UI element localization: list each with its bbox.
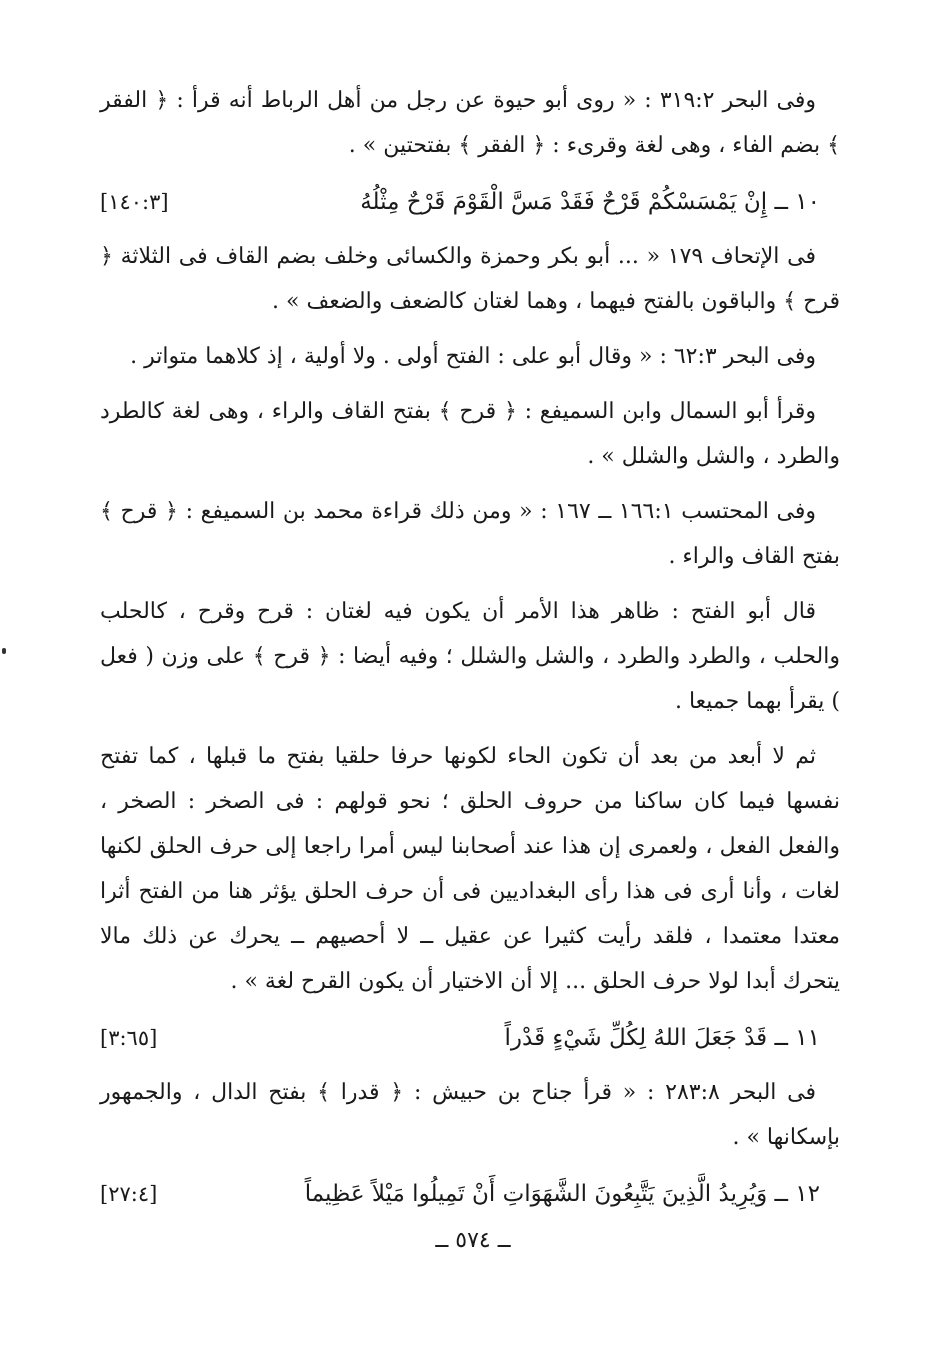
paragraph-bahr-faqr: وفى البحر ٣١٩:٢ : « روى أبو حيوة عن رجل من أهل الرباط أنه قرأ : ﴿ الفقر ﴾ بضم الفاء ، وهى لغة وقرىء : ﴿ الفقر ﴾ بفتحتين » . bbox=[100, 88, 840, 158]
paragraph-bahr-abu-ali: وفى البحر ٦٢:٣ : « وقال أبو على : الفتح أولى . ولا أولية ، إذ كلاهما متواتر . bbox=[130, 344, 816, 369]
verse-12-text: ١٢ ــ وَيُرِيدُ الَّذِينَ يَتَّبِعُونَ الشَّهَوَاتِ أَنْ تَمِيلُوا مَيْلاً عَظِيماً bbox=[304, 1181, 820, 1207]
verse-10 bbox=[100, 178, 840, 226]
verse-12-reference: [٢٧:٤] bbox=[100, 1182, 158, 1206]
paragraph-abu-al-sammal: وقرأ أبو السمال وابن السميفع : ﴿ قرح ﴾ بفتح القاف والراء ، وهى لغة كالطرد والطرد ، والشل والشلل » . bbox=[100, 399, 840, 469]
paragraph-halq-letters: ثم لا أبعد من بعد أن تكون الحاء لكونها حرفا حلقيا بفتح ما قبلها ، كما تفتح نفسها فيما كان ساكنا من حروف الحلق ؛ نحو قولهم : فى الصخر : الصخر ، والفعل الفعل ، ولعمرى إن هذا عند أصحابنا ليس أمرا راجعا إلى حرف الحلق لكنها لغات ، وأنا أرى فى هذا رأى البغداديين فى أن حرف الحلق يؤثر هنا من الفتح أثرا معتدا معتمدا ، فلقد رأيت كثيرا عن عقيل ــ لا أحصيهم ــ يحرك عن ذلك مالا يتحرك أبدا لولا حرف الحلق ... إلا أن الاختيار أن يكون القرح لغة » . bbox=[100, 744, 840, 994]
verse-10-text: ١٠ ــ إِنْ يَمْسَسْكُمْ قَرْحٌ فَقَدْ مَسَّ الْقَوْمَ قَرْحٌ مِثْلُهُ bbox=[360, 189, 820, 215]
paragraph-abu-al-fath: قال أبو الفتح : ظاهر هذا الأمر أن يكون فيه لغتان : قرح وقرح ، كالحلب والحلب ، والطرد والطرد ، والشل والشلل ؛ وفيه أيضا : ﴿ قرح ﴾ على وزن ( فعل ) يقرأ بهما جميعا . bbox=[100, 599, 840, 714]
verse-11-text: ١١ ــ قَدْ جَعَلَ اللهُ لِكُلِّ شَيْءٍ قَدْراً bbox=[504, 1025, 820, 1051]
scan-margin-dot bbox=[2, 648, 6, 654]
page-number: ــ ٥٧٤ ــ bbox=[435, 1228, 511, 1253]
verse-11-reference: [٣:٦٥] bbox=[100, 1026, 158, 1050]
paragraph-bahr-qadr: فى البحر ٢٨٣:٨ : « قرأ جناح بن حبيش : ﴿ قدرا ﴾ بفتح الدال ، والجمهور بإسكانها » . bbox=[100, 1080, 840, 1150]
verse-12 bbox=[100, 1170, 840, 1218]
page-body bbox=[100, 78, 840, 1226]
verse-11 bbox=[100, 1014, 840, 1062]
verse-10-reference: [١٤٠:٣] bbox=[100, 190, 169, 214]
paragraph-muhtasab: وفى المحتسب ١٦٦:١ ــ ١٦٧ : « ومن ذلك قراءة محمد بن السميفع : ﴿ قرح ﴾ بفتح القاف والراء . bbox=[100, 499, 840, 569]
paragraph-ithaf: فى الإتحاف ١٧٩ « ... أبو بكر وحمزة والكسائى وخلف بضم القاف فى الثلاثة ﴿ قرح ﴾ والباقون بالفتح فيهما ، وهما لغتان كالضعف والضعف » . bbox=[100, 244, 840, 314]
